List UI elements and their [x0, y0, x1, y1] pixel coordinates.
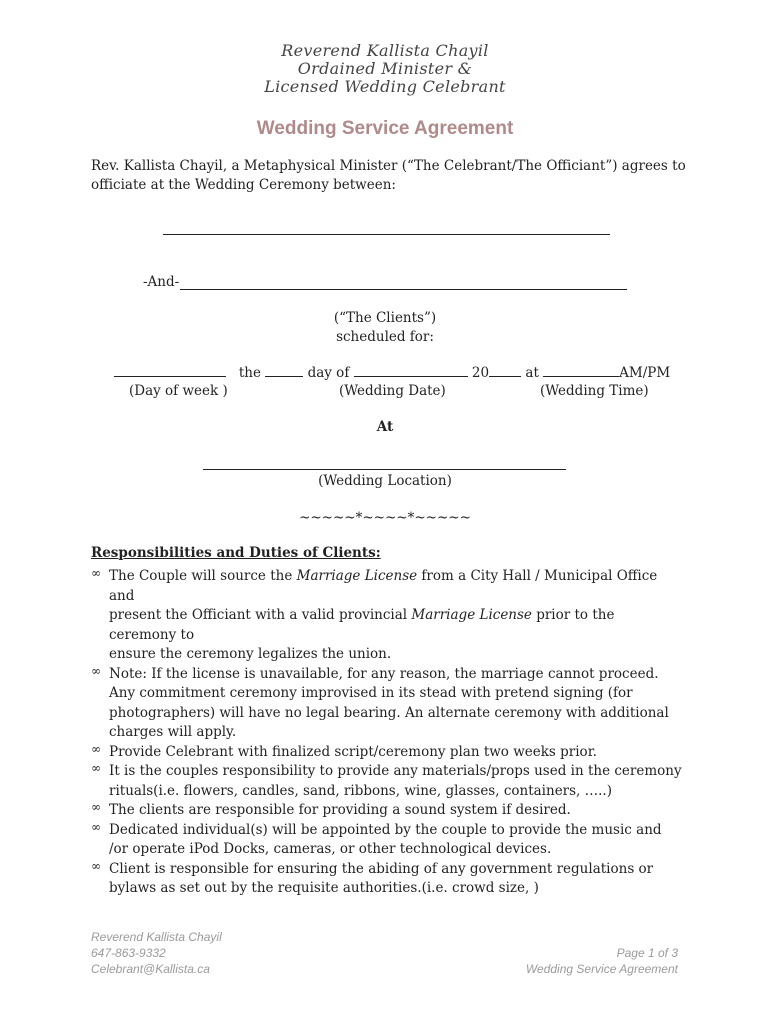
month-blank[interactable]	[354, 363, 468, 377]
list-item: ∞ Dedicated individual(s) will be appointed by the couple to provide the music and /or operate iPod Docks, cameras, or other technological devices.	[91, 819, 662, 857]
footer-contact	[91, 929, 222, 977]
scheduled-label: scheduled for:	[336, 329, 434, 345]
infinity-bullet-icon: ∞	[91, 663, 101, 678]
infinity-bullet-icon: ∞	[91, 858, 101, 873]
and-label: -And-	[143, 274, 180, 290]
infinity-bullet-icon: ∞	[91, 741, 101, 756]
intro-paragraph	[91, 157, 691, 195]
footer-doc-title: Wedding Service Agreement	[525, 962, 678, 976]
list-item: ∞ Client is responsible for ensuring the abiding of any government regulations or bylaws as set out by the requisite authorities.(i.e. crowd size, )	[91, 858, 654, 896]
responsibilities-list	[91, 567, 683, 899]
location-caption: (Wedding Location)	[318, 473, 452, 489]
list-item: ∞ The Couple will source the Marriage License from a City Hall / Municipal Office and present the Officiant with a valid provincial Marriage License prior to the ceremony to ensure the ceremony legalizes the union.	[91, 566, 658, 662]
caption-wedding-time: (Wedding Time)	[540, 383, 649, 399]
intro-line-2: officiate at the Wedding Ceremony between:	[91, 177, 396, 193]
party-one-blank[interactable]	[163, 234, 610, 235]
ornamental-divider: ~~~~~*~~~~*~~~~~	[299, 510, 471, 526]
document-title: Wedding Service Agreement	[256, 118, 514, 139]
party-two-blank[interactable]	[180, 289, 627, 290]
footer-email[interactable]: Celebrant@Kallista.ca	[91, 962, 210, 976]
clients-label: (“The Clients”)	[333, 310, 437, 326]
location-blank[interactable]	[203, 469, 566, 470]
caption-day-of-week: (Day of week )	[129, 383, 228, 399]
year-blank[interactable]	[489, 363, 521, 377]
list-item: ∞ Note: If the license is unavailable, for any reason, the marriage cannot proceed. Any commitment ceremony improvised in its stead with pretend signing (for photographers) will have no legal bearing. An alternate ceremony with additional charges will apply.	[91, 663, 669, 740]
footer-page-info	[526, 945, 678, 977]
day-blank[interactable]	[265, 363, 303, 377]
list-item: ∞ It is the couples responsibility to provide any materials/props used in the ceremony rituals(i.e. flowers, candles, sand, ribbons, wine, glasses, containers, …..)	[91, 761, 682, 799]
letterhead-line-3: Licensed Wedding Celebrant	[264, 77, 506, 96]
at-label-inline: at	[525, 365, 539, 381]
time-blank[interactable]	[543, 363, 619, 377]
day-of-week-blank[interactable]	[114, 363, 226, 377]
responsibilities-heading: Responsibilities and Duties of Clients:	[91, 545, 381, 561]
at-label: At	[376, 419, 394, 435]
day-of-label: day of	[307, 365, 350, 381]
ampm-label: AM/PM	[619, 365, 671, 381]
date-line	[114, 363, 670, 383]
list-item: ∞ Provide Celebrant with finalized script/ceremony plan two weeks prior.	[91, 741, 597, 760]
infinity-bullet-icon: ∞	[91, 566, 101, 580]
intro-line-1: Rev. Kallista Chayil, a Metaphysical Minister (“The Celebrant/The Officiant”) agrees to	[91, 158, 686, 174]
year-prefix: 20	[471, 365, 490, 381]
caption-wedding-date: (Wedding Date)	[339, 383, 446, 399]
list-item: ∞ The clients are responsible for providing a sound system if desired.	[91, 800, 571, 818]
footer-name: Reverend Kallista Chayil	[91, 930, 222, 944]
infinity-bullet-icon: ∞	[91, 761, 101, 775]
infinity-bullet-icon: ∞	[91, 819, 101, 834]
the-label: the	[238, 365, 261, 381]
letterhead-line-1: Reverend Kallista Chayil	[281, 41, 489, 60]
infinity-bullet-icon: ∞	[91, 800, 101, 814]
footer-page-number: Page 1 of 3	[616, 946, 678, 960]
letterhead-line-2: Ordained Minister &	[297, 59, 473, 78]
footer-phone: 647-863-9332	[91, 946, 166, 960]
